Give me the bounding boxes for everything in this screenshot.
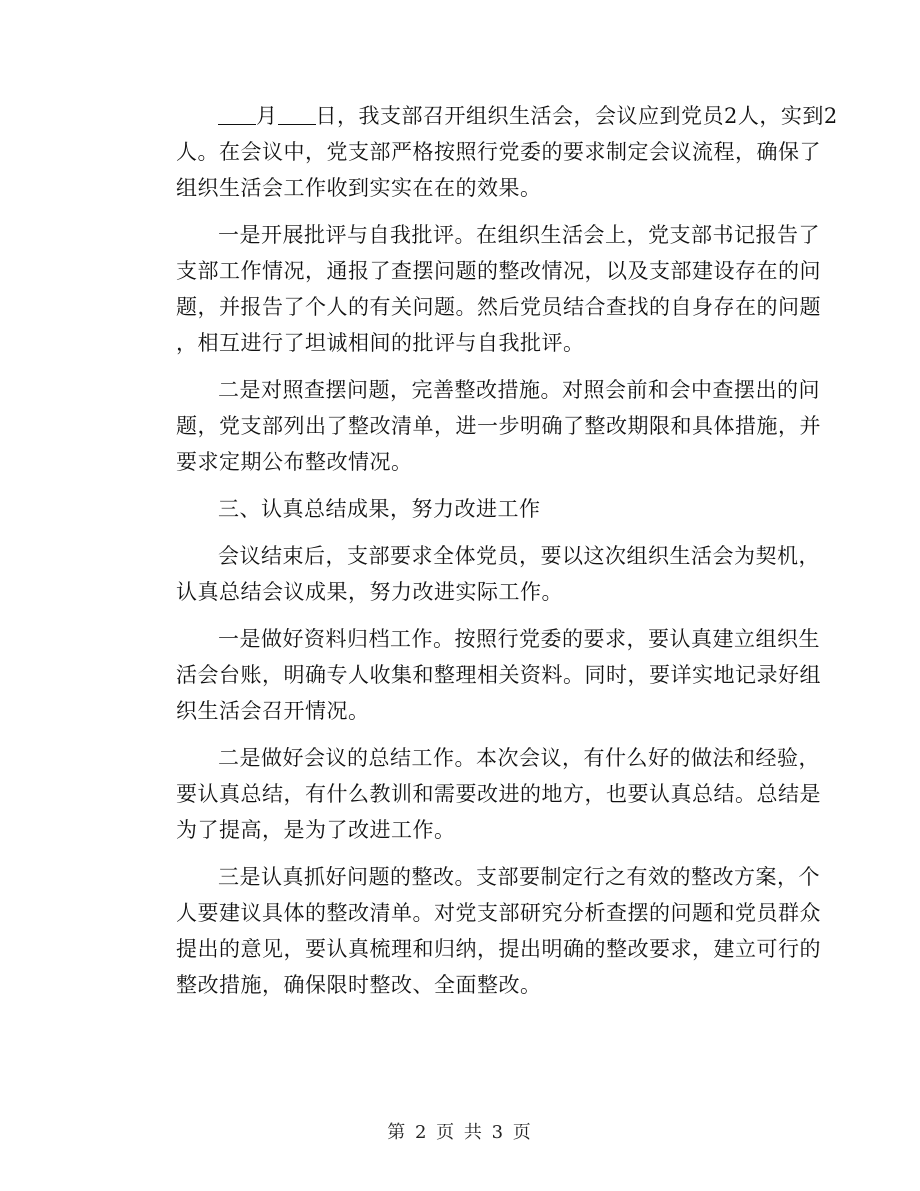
paragraph [176, 491, 772, 527]
page-number-footer: 第 2 页 共 3 页 [387, 1122, 533, 1143]
text-line: 题，党支部列出了整改清单，进一步明确了整改期限和具体措施，并 [176, 414, 821, 438]
fill-in-blank [218, 104, 256, 125]
paragraph [176, 621, 821, 729]
paragraph [176, 538, 820, 610]
paragraph [176, 859, 821, 1003]
text-line: 人要建议具体的整改清单。对党支部研究分析查摆的问题和党员群众 [176, 901, 821, 925]
text-line: 三是认真抓好问题的整改。支部要制定行之有效的整改方案，个 [218, 865, 820, 889]
text-line: 一是开展批评与自我批评。在组织生活会上，党支部书记报告了 [218, 223, 820, 247]
text-segment: 日，我支部召开组织生活会，会议应到党员2人，实到2 [315, 104, 838, 128]
text-line: 活会台账，明确专人收集和整理相关资料。同时，要详实地记录好组 [176, 663, 821, 687]
text-line: 整改措施，确保限时整改、全面整改。 [176, 973, 542, 997]
text-line: 一是做好资料归档工作。按照行党委的要求，要认真建立组织生 [218, 627, 820, 651]
paragraph [176, 217, 821, 361]
text-line: 二是对照查摆问题，完善整改措施。对照会前和会中查摆出的问 [218, 378, 820, 402]
text-line: 会议结束后，支部要求全体党员，要以这次组织生活会为契机， [218, 544, 820, 568]
text-line [176, 98, 838, 134]
text-segment: 月 [256, 104, 278, 128]
text-line: 要求定期公布整改情况。 [176, 450, 413, 474]
text-line: 二是做好会议的总结工作。本次会议，有什么好的做法和经验， [218, 746, 820, 770]
text-line: 题，并报告了个人的有关问题。然后党员结合查找的自身存在的问题 [176, 295, 821, 319]
fill-in-blank [278, 104, 316, 125]
text-line: 认真总结会议成果，努力改进实际工作。 [176, 580, 563, 604]
text-line: 提出的意见，要认真梳理和归纳，提出明确的整改要求，建立可行的 [176, 937, 821, 961]
text-line: 织生活会召开情况。 [176, 699, 370, 723]
document-body [176, 98, 838, 1014]
text-line: 三、认真总结成果，努力改进工作 [218, 497, 541, 521]
text-line: ，相互进行了坦诚相间的批评与自我批评。 [176, 331, 585, 355]
text-line: 要认真总结，有什么教训和需要改进的地方，也要认真总结。总结是 [176, 782, 821, 806]
text-line: 组织生活会工作收到实实在在的效果。 [176, 176, 542, 200]
text-line: 人。在会议中，党支部严格按照行党委的要求制定会议流程，确保了 [176, 140, 821, 164]
paragraph [176, 372, 821, 480]
paragraph [176, 98, 838, 206]
text-line: 支部工作情况，通报了查摆问题的整改情况，以及支部建设存在的问 [176, 259, 821, 283]
text-line: 为了提高，是为了改进工作。 [176, 818, 456, 842]
paragraph [176, 740, 821, 848]
